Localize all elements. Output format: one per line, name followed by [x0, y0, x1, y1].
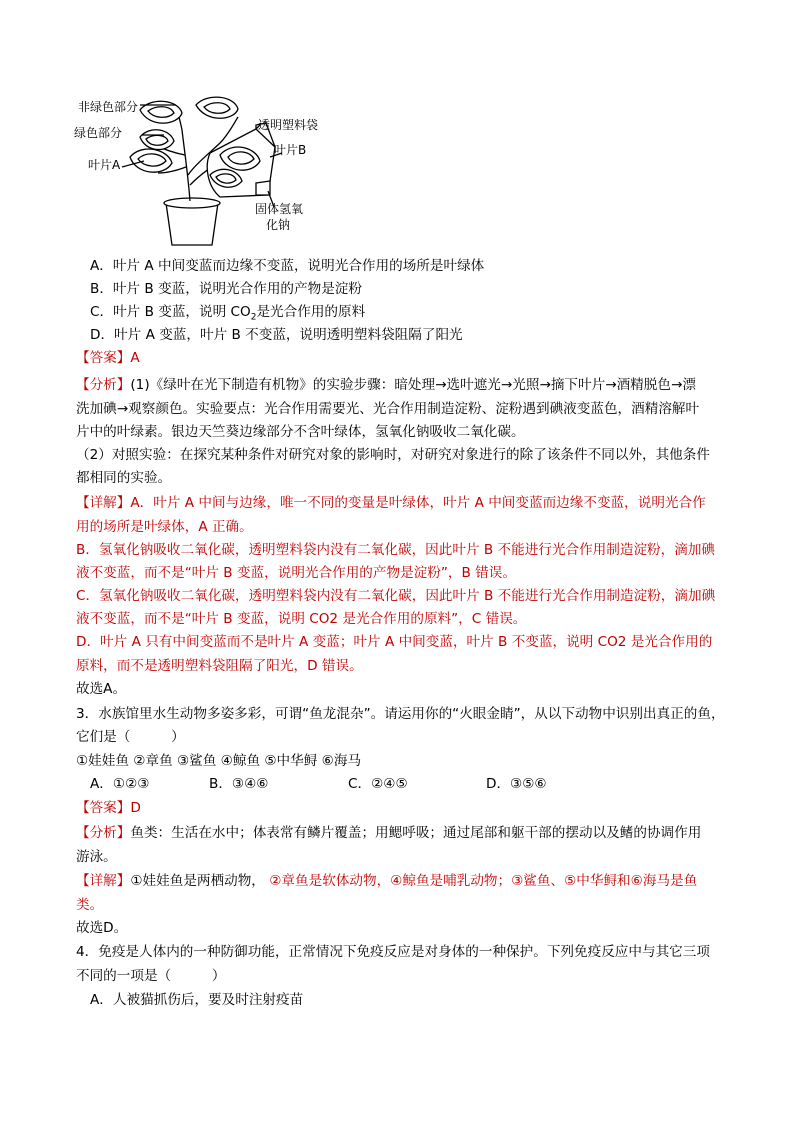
q2-detail-d-line-1: D．叶片 A 只有中间变蓝而不是叶片 A 变蓝；叶片 A 中间变蓝，叶片 B 不变蓝，说明 CO2 是光合作用的: [76, 634, 713, 650]
q3-stem-line-2: 它们是（ ）: [76, 729, 185, 745]
q2-detail-b-line-1: B．氢氧化钠吸收二氧化碳，透明塑料袋内没有二氧化碳，因此叶片 B 不能进行光合作用制造淀粉，滴加碘: [76, 542, 716, 558]
q2-detail-b-line-2: 液不变蓝，而不是“叶片 B 变蓝，说明光合作用的产物是淀粉”，B 错误。: [76, 565, 516, 581]
label-leaf-a: 叶片A: [88, 158, 121, 172]
q2-answer: [76, 348, 140, 368]
q2-answer-value: A: [130, 350, 140, 366]
q2-detail-tag: 【详解】: [76, 495, 131, 511]
q3-detail-tag: 【详解】: [76, 873, 131, 889]
q3-analysis-tag: 【分析】: [76, 825, 131, 841]
q3-option-c: C．②④⑤: [348, 776, 408, 792]
label-green-part: 绿色部分: [74, 126, 123, 140]
q3-detail-line-1: [76, 871, 697, 891]
q2-option-c-post: 是光合作用的原料: [256, 304, 366, 320]
q3-analysis-line-2: 游泳。: [76, 849, 117, 865]
q2-analysis-line-4: （2）对照实验：在探究某种条件对研究对象的影响时，对研究对象进行的除了该条件不同以外，其他条件: [76, 447, 710, 463]
q2-option-c-pre: C．叶片 B 变蓝，说明 CO: [90, 304, 251, 320]
q2-detail-a-line-1: [76, 493, 706, 513]
q3-conclusion: 故选D。: [76, 920, 128, 936]
q3-items: ①娃娃鱼 ②章鱼 ③鲨鱼 ④鲸鱼 ⑤中华鲟 ⑥海马: [76, 753, 362, 769]
q2-detail-c-line-1: C．氢氧化钠吸收二氧化碳，透明塑料袋内没有二氧化碳，因此叶片 B 不能进行光合作用制造淀粉，滴加碘: [76, 588, 716, 604]
q2-detail-d-line-2: 原料，而不是透明塑料袋阻隔了阳光，D 错误。: [76, 658, 363, 674]
label-naoh-1: 固体氢氧: [255, 202, 304, 216]
q3-detail-text-1a: ①娃娃鱼是两栖动物，: [130, 873, 265, 889]
q2-detail-a-text-1: A．叶片 A 中间与边缘，唯一不同的变量是叶绿体，叶片 A 中间变蓝而边缘不变蓝，说明光合作: [130, 495, 706, 511]
q2-option-b: B．叶片 B 变蓝，说明光合作用的产物是淀粉: [90, 281, 362, 297]
q3-analysis-line-1: [76, 823, 701, 843]
q3-option-d: D．③⑤⑥: [486, 776, 547, 792]
label-leaf-b: 叶片B: [274, 143, 307, 157]
q2-option-c-sub: 2: [250, 312, 257, 323]
q3-detail-text-1b: ②章鱼是软体动物，④鲸鱼是哺乳动物；③鲨鱼、⑤中华鲟和⑥海马是鱼: [269, 873, 698, 889]
q2-analysis-line-2: 洗加碘→观察颜色。实验要点：光合作用需要光、光合作用制造淀粉、淀粉遇到碘液变蓝色，酒精溶解叶: [76, 401, 700, 417]
q4-stem-line-2: 不同的一项是（ ）: [76, 968, 226, 984]
q4-stem-line-1: 4．免疫是人体内的一种防御功能，正常情况下免疫反应是对身体的一种保护。下列免疫反应中与其它三项: [76, 944, 710, 960]
q2-answer-tag: 【答案】: [76, 350, 131, 366]
q2-detail-c-line-2: 液不变蓝，而不是“叶片 B 变蓝，说明 CO2 是光合作用的原料”，C 错误。: [76, 611, 527, 627]
label-non-green-part: 非绿色部分: [78, 100, 139, 114]
q2-analysis-line-1: [76, 375, 696, 395]
q2-option-d: D．叶片 A 变蓝，叶片 B 不变蓝，说明透明塑料袋阻隔了阳光: [90, 327, 463, 343]
q3-option-a: A．①②③: [90, 776, 150, 792]
q2-option-a: A．叶片 A 中间变蓝而边缘不变蓝，说明光合作用的场所是叶绿体: [90, 258, 485, 274]
q2-analysis-text-1: (1)《绿叶在光下制造有机物》的实验步骤：暗处理→选叶遮光→光照→摘下叶片→酒精脱色→漂: [130, 377, 696, 393]
q2-option-c: [90, 302, 365, 328]
q3-answer-tag: 【答案】: [76, 800, 131, 816]
q3-option-b: B．③④⑥: [209, 776, 269, 792]
q3-answer: [76, 798, 141, 818]
q3-analysis-text-1: 鱼类：生活在水中；体表常有鳞片覆盖；用鳃呼吸；通过尾部和躯干部的摆动以及鳍的协调作用: [130, 825, 702, 841]
label-transparent-bag: 透明塑料袋: [258, 118, 319, 132]
q2-detail-a-line-2: 用的场所是叶绿体，A 正确。: [76, 519, 253, 535]
q3-stem-line-1: 3．水族馆里水生动物多姿多彩，可谓“鱼龙混杂”。请运用你的“火眼金睛”，从以下动物中识别出真正的鱼，: [76, 706, 725, 722]
q3-answer-value: D: [130, 800, 141, 816]
q2-analysis-tag: 【分析】: [76, 377, 131, 393]
label-naoh-2: 化钠: [266, 218, 291, 232]
q3-detail-line-2: 类。: [76, 897, 104, 913]
q4-option-a: A．人被猫抓伤后，要及时注射疫苗: [90, 992, 304, 1008]
q2-conclusion: 故选A。: [76, 681, 127, 697]
q2-analysis-line-3: 片中的叶绿素。银边天竺葵边缘部分不含叶绿体，氢氧化钠吸收二氧化碳。: [76, 424, 525, 440]
q2-analysis-line-5: 都相同的实验。: [76, 470, 172, 486]
